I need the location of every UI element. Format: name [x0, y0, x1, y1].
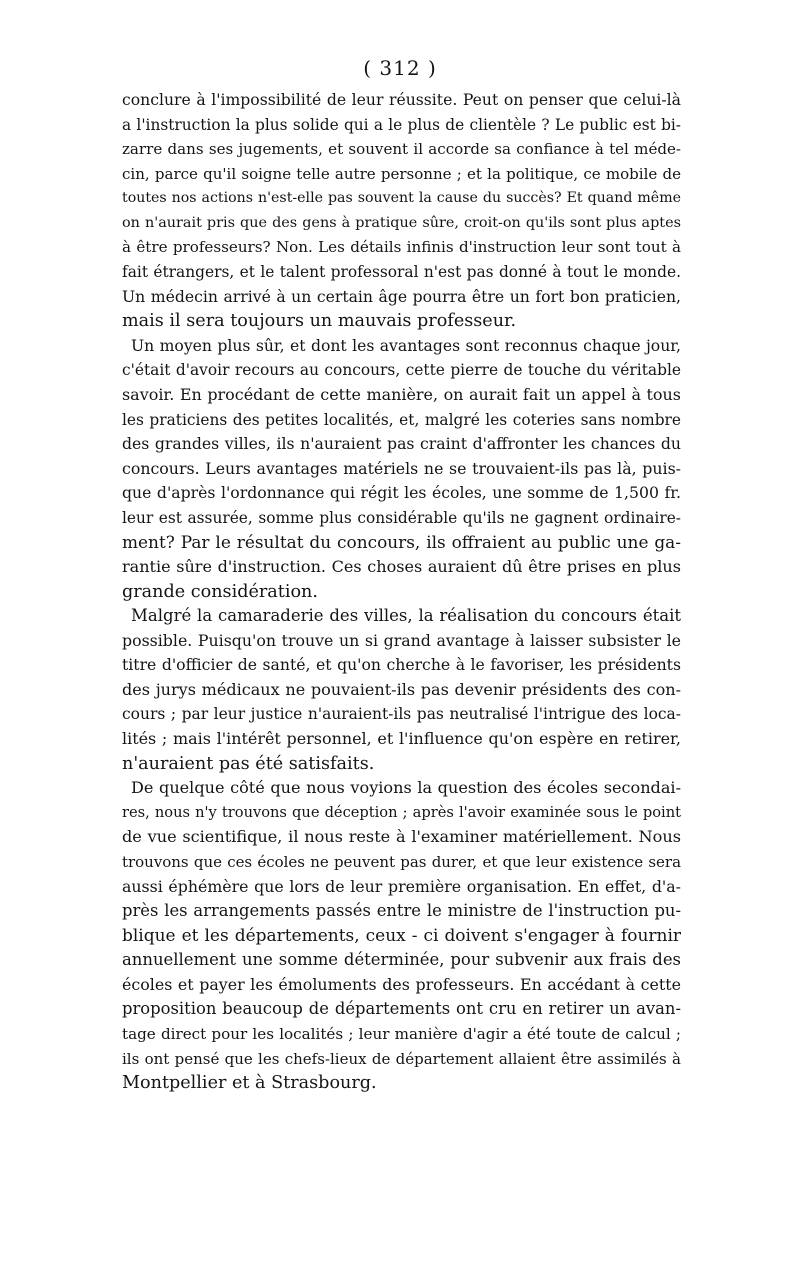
body-text [122, 88, 681, 1096]
text-line: savoir. En procédant de cette manière, on aurait fait un appel à tous [122, 384, 681, 404]
text-line: cours ; par leur justice n'auraient-ils pas neutralisé l'intrigue des loca- [122, 705, 681, 724]
text-line: concours. Leurs avantages matériels ne se trouvaient-ils pas là, puis- [122, 458, 681, 478]
text-line: lités ; mais l'intérêt personnel, et l'influence qu'on espère en retirer, [122, 729, 681, 749]
text-line: annuellement une somme déterminée, pour subvenir aux frais des [122, 950, 681, 970]
text-line: écoles et payer les émoluments des professeurs. En accédant à cette [122, 974, 681, 994]
text-line: ment? Par le résultat du concours, ils offraient au public une ga- [122, 532, 681, 553]
text-line: conclure à l'impossibilité de leur réussite. Peut on penser que celui-là [122, 90, 681, 109]
text-line: blique et les départements, ceux - ci doivent s'engager à fournir [122, 925, 681, 946]
text-line: n'auraient pas été satisfaits. [122, 753, 375, 774]
text-line: ils ont pensé que les chefs-lieux de département allaient être assimilés à [122, 1049, 681, 1068]
page-number: ( 312 ) [363, 56, 437, 80]
text-line: les praticiens des petites localités, et, malgré les coteries sans nombre [122, 410, 681, 429]
text-line: de vue scientifique, il nous reste à l'examiner matériellement. Nous [122, 827, 681, 847]
text-line: près les arrangements passés entre le ministre de l'instruction pu- [122, 901, 681, 921]
text-line: que d'après l'ordonnance qui régit les écoles, une somme de 1,500 fr. [122, 483, 681, 503]
text-line: tage direct pour les localités ; leur manière d'agir a été toute de calcul ; [122, 1024, 681, 1043]
text-line: leur est assurée, somme plus considérable qu'ils ne gagnent ordinaire- [122, 508, 681, 527]
text-line: cin, parce qu'il soigne telle autre personne ; et la politique, ce mobile de [122, 164, 681, 183]
text-line: a l'instruction la plus solide qui a le plus de clientèle ? Le public est bi- [122, 115, 681, 134]
text-line: res, nous n'y trouvons que déception ; après l'avoir examinée sous le point [122, 803, 681, 821]
text-line: De quelque côté que nous voyions la question des écoles secondai- [131, 778, 681, 798]
text-line: mais il sera toujours un mauvais professeur. [122, 311, 517, 332]
text-line: possible. Puisqu'on trouve un si grand avantage à laisser subsister le [122, 630, 681, 650]
text-line: Un moyen plus sûr, et dont les avantages sont reconnus chaque jour, [131, 335, 681, 355]
text-line: titre d'officier de santé, et qu'on cherche à le favoriser, les présidents [122, 655, 681, 675]
text-line: trouvons que ces écoles ne peuvent pas durer, et que leur existence sera [122, 852, 681, 871]
paragraph [122, 334, 681, 604]
text-line: fait étrangers, et le talent professoral n'est pas donné à tout le monde. [122, 263, 681, 282]
text-line: proposition beaucoup de départements ont cru en retirer un avan- [122, 999, 681, 1019]
text-line: toutes nos actions n'est-elle pas souvent la cause du succès? Et quand même [122, 190, 681, 207]
text-line: Un médecin arrivé à un certain âge pourra être un fort bon praticien, [122, 286, 681, 306]
text-line: grande considération. [122, 581, 318, 602]
text-line: zarre dans ses jugements, et souvent il accorde sa confiance à tel méde- [122, 140, 681, 159]
text-line: on n'aurait pris que des gens à pratique sûre, croit-on qu'ils sont plus aptes [122, 214, 681, 231]
text-line: des grandes villes, ils n'auraient pas craint d'affronter les chances du [122, 434, 681, 454]
text-line: à être professeurs? Non. Les détails infinis d'instruction leur sont tout à [122, 238, 681, 257]
paragraph [122, 604, 681, 776]
text-line: Malgré la camaraderie des villes, la réalisation du concours était [131, 606, 681, 626]
text-line: Montpellier et à Strasbourg. [122, 1073, 377, 1094]
text-line: c'était d'avoir recours au concours, cette pierre de touche du véritable [122, 361, 681, 380]
paragraph [122, 88, 681, 334]
text-line: rantie sûre d'instruction. Ces choses auraient dû être prises en plus [122, 556, 681, 576]
text-line: des jurys médicaux ne pouvaient-ils pas devenir présidents des con- [122, 679, 681, 699]
text-line: aussi éphémère que lors de leur première organisation. En effet, d'a- [122, 876, 681, 896]
paragraph [122, 776, 681, 1096]
